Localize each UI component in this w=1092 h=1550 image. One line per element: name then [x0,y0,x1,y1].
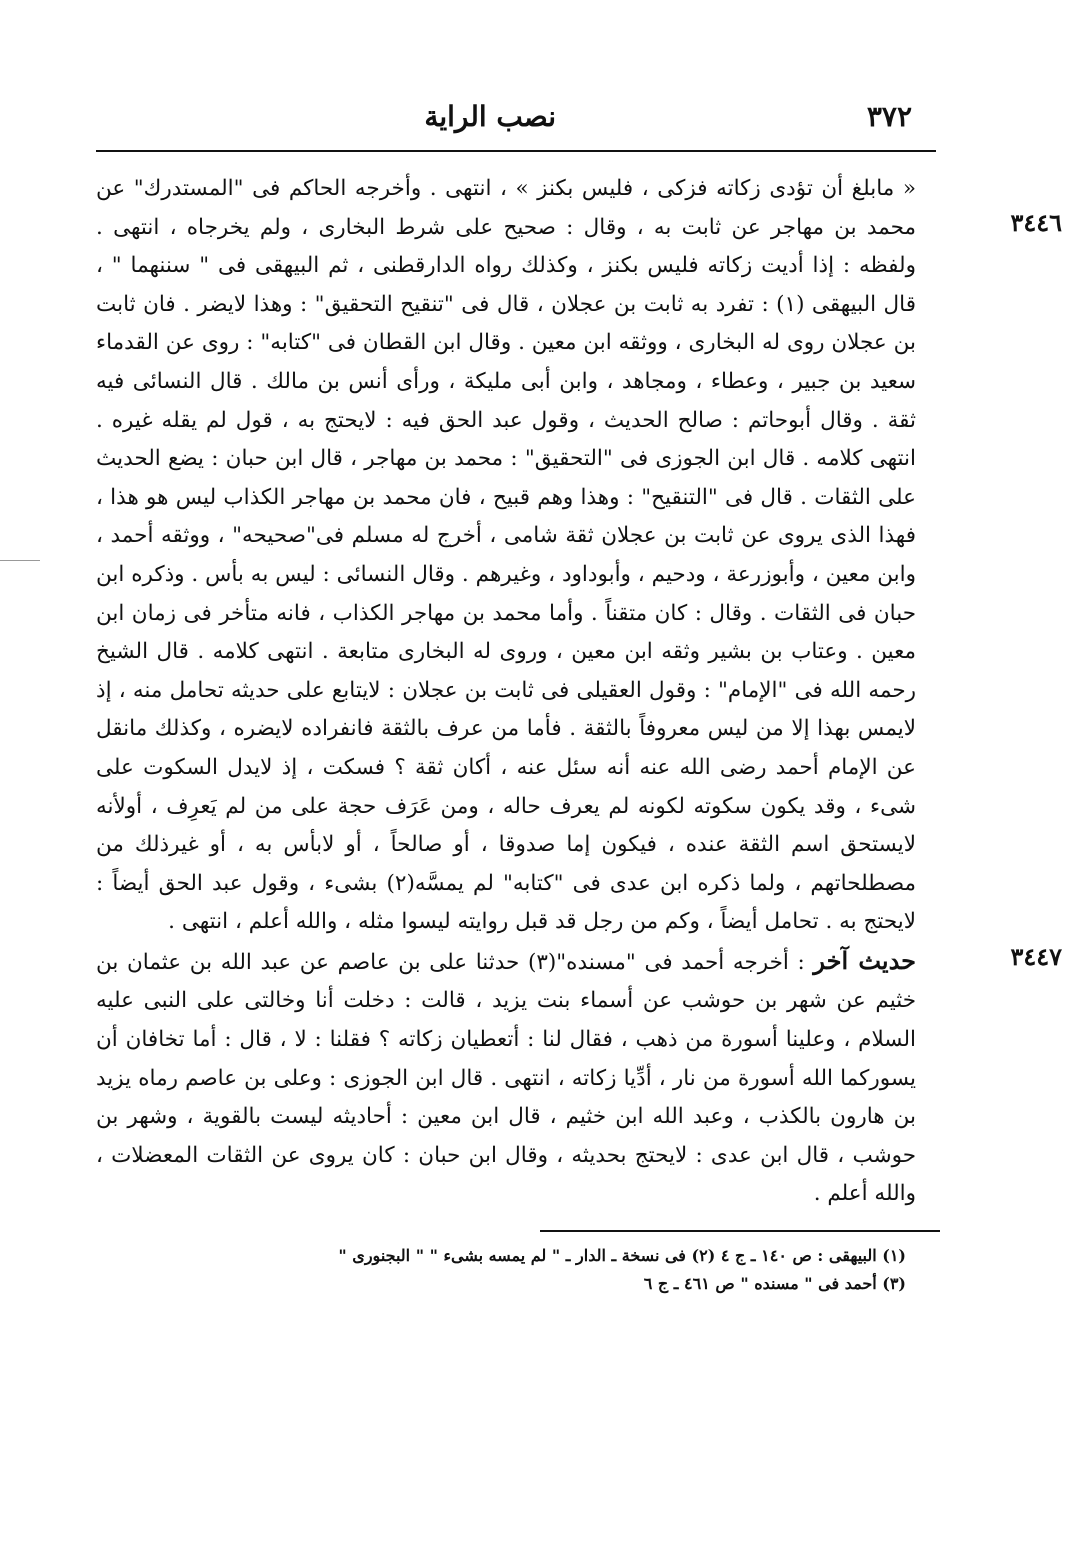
footnote-line-2: (٣) أحمد فى " مسنده " ص ٤٦١ ـ ج ٦ [643,1274,906,1293]
hadith-number-3446: ٣٤٤٦ [1010,208,1062,237]
running-title: نصب الراية [424,100,556,133]
paragraph-2-text: : أخرجه أحمد فى "مسنده"(٣) حدثنا على بن عاصم عن عبد الله بن عثمان بن خثيم عن شهر بن حوشب عن أسماء بنت يزيد ، قالت : دخلت أنا وخالتى على النبى عليه السلام ، وعلينا أسورة من ذهب ، فقال لنا : أتعطيان زكاته ؟ فقلنا : لا ، قال : أما تخافان أن يسوركما الله أسورة من نار ، أدِّيا زكاته ، انتهى . قال ابن الجوزى : وعلى بن عاصم رماه يزيد بن هارون بالكذب ، وعبد الله ابن خثيم ، قال ابن معين : أحاديثه ليست بالقوية ، وشهر بن حوشب ، قال ابن عدى : لايحتج بحديثه ، وقال ابن حبان : كان يروى عن الثقات المعضلات ، والله أعلم . [96,949,916,1207]
paragraph-2 [96,942,916,1214]
footnotes [96,1242,936,1298]
footnote-line-1: (١) البيهقى : ص ١٤٠ ـ ج ٤ (٢) فى نسخة ـ الدار ـ " لم يمسه بشىء " " البجنورى " [338,1246,906,1265]
body-text [96,170,916,1214]
paragraph-2-lead: حديث آخر [813,945,916,975]
footnote-rule [540,1230,940,1232]
paragraph-1 [96,170,916,942]
header-rule [96,150,936,152]
hadith-number-3447: ٣٤٤٧ [1010,942,1062,971]
page-number: ٣٧٢ [866,100,912,133]
paragraph-1-text: « مابلغ أن تؤدى زكاته فزكى ، فليس بكنز » ، انتهى . وأخرجه الحاكم فى "المستدرك" عن محمد بن مهاجر عن ثابت به ، وقال : صحيح على شرط البخارى ، ولم يخرجاه ، انتهى . ولفظه : إذا أديت زكاته فليس بكنز ، وكذلك رواه الدارقطنى ، ثم البيهقى فى " سننهما " ، قال البيهقى (١) : تفرد به ثابت بن عجلان ، قال فى "تنقيح التحقيق" : وهذا لايضر . فان ثابت بن عجلان روى له البخارى ، ووثقه ابن معين . وقال ابن القطان فى "كتابه" : روى عن القدماء سعيد بن جبير ، وعطاء ، ومجاهد ، وابن أبى مليكة ، ورأى أنس بن مالك . قال النسائى فيه ثقة . وقال أبوحاتم : صالح الحديث ، وقول عبد الحق فيه : لايحتج به ، قول لم يقله غيره . انتهى كلامه . قال ابن الجوزى فى "التحقيق" : محمد بن مهاجر ، قال ابن حبان : يضع الحديث على الثقات . قال فى "التنقيح" : وهذا وهم قبيح ، فان محمد بن مهاجر الكذاب ليس هو هذا ، فهذا الذى يروى عن ثابت بن عجلان ثقة شامى ، أخرج له مسلم فى"صحيحه" ، ووثقه أحمد ، وابن معين ، وأبوزرعة ، ودحيم ، وأبوداود ، وغيرهم . وقال النسائى : ليس به بأس . وذكره ابن حبان فى الثقات . وقال : كان متقناً . وأما محمد بن مهاجر الكذاب ، فانه متأخر فى زمان ابن معين . وعتاب بن بشير وثقه ابن معين ، وروى له البخارى متابعة . انتهى كلامه . قال الشيخ رحمه الله فى "الإمام" : وقول العقيلى فى ثابت بن عجلان : لايتابع على حديثه تحامل منه ، إذ لايمس بهذا إلا من ليس معروفاً بالثقة . فأما من عرف بالثقة فانفراده لايضره ، وكذلك مانقل عن الإمام أحمد رضى الله عنه أنه سئل عنه ، أكان ثقة ؟ فسكت ، إذ لايدل السكوت على شىء ، وقد يكون سكوته لكونه لم يعرف حاله ، ومن عَرَف حجة على من لم يَعرِف ، أولأنه لايستحق اسم الثقة عنده ، فيكون إما صدوقا ، أو صالحاً ، أو لابأس به ، أو غيرذلك من مصطلحاتهم ، ولما ذكره ابن عدى فى "كتابه" لم يمسَّه(٢) بشىء ، وقول عبد الحق أيضاً : لايحتج به . تحامل أيضاً ، وكم من رجل قد قبل روايته ليسوا مثله ، والله أعلم ، انتهى . [96,176,917,935]
margin-mark [0,560,40,561]
page-header [96,100,936,144]
